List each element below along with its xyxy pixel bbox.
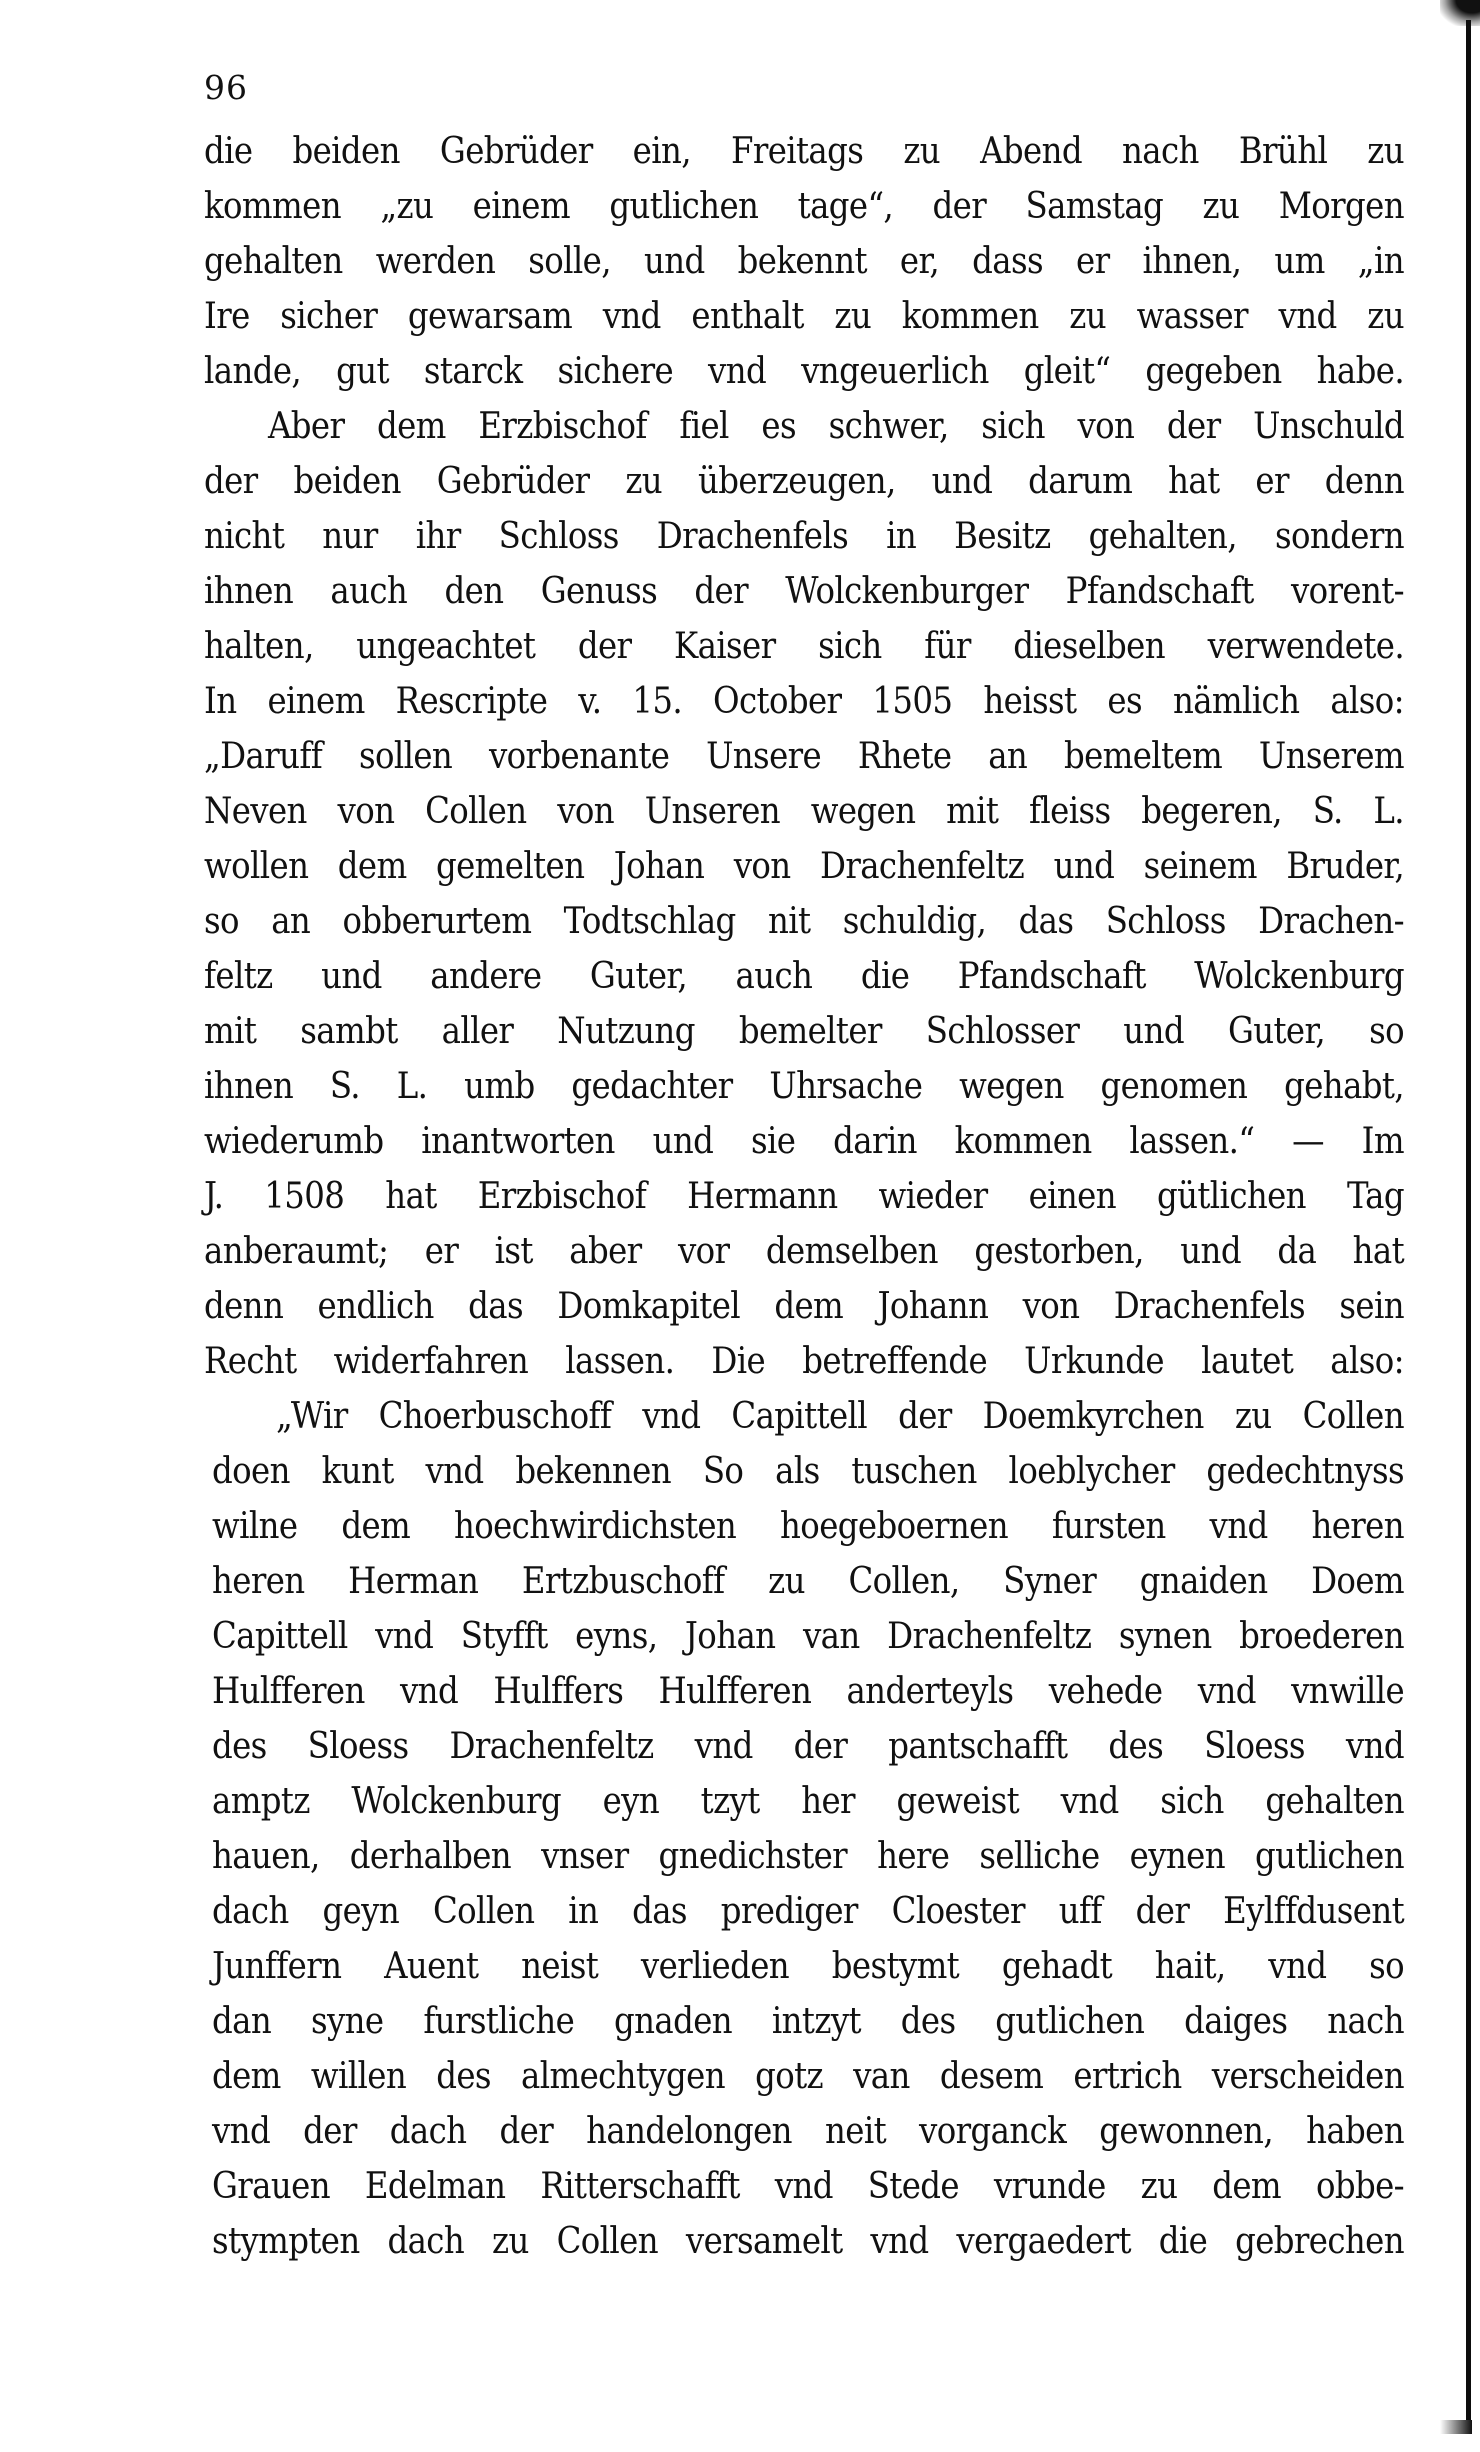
text-line: „Wir Choerbuschoff vnd Capittell der Doemkyrchen zu Collen: [276, 1396, 1404, 1437]
text-line: Hulfferen vnd Hulffers Hulfferen anderteyls vehede vnd vnwille: [212, 1671, 1404, 1712]
text-line: halten, ungeachtet der Kaiser sich für dieselben verwendete.: [204, 626, 1404, 667]
text-line: heren Herman Ertzbuschoff zu Collen, Syner gnaiden Doem: [212, 1561, 1404, 1602]
text-line: wiederumb inantworten und sie darin kommen lassen.“ — Im: [204, 1121, 1404, 1162]
text-line: des Sloess Drachenfeltz vnd der pantschafft des Sloess vnd: [212, 1726, 1404, 1767]
text-line: dem willen des almechtygen gotz van desem ertrich verscheiden: [212, 2056, 1404, 2097]
binding-shadow-bottom: [1440, 2420, 1472, 2434]
text-line: lande, gut starck sichere vnd vngeuerlich gleit“ gegeben habe.: [204, 351, 1404, 392]
text-line: dan syne furstliche gnaden intzyt des gutlichen daiges nach: [212, 2001, 1404, 2042]
text-line: gehalten werden solle, und bekennt er, dass er ihnen, um „in: [204, 241, 1404, 282]
paragraph-3-document-quote: [204, 1389, 1404, 2269]
text-line: ihnen S. L. umb gedachter Uhrsache wegen genomen gehabt,: [204, 1066, 1404, 1107]
text-line: Capittell vnd Styfft eyns, Johan van Drachenfeltz synen broederen: [212, 1616, 1404, 1657]
text-line: amptz Wolckenburg eyn tzyt her geweist vnd sich gehalten: [212, 1781, 1404, 1822]
paragraph-2: [204, 399, 1404, 1389]
text-line: der beiden Gebrüder zu überzeugen, und darum hat er denn: [204, 461, 1404, 502]
paragraph-1: [204, 124, 1404, 399]
body-text: [204, 124, 1404, 2269]
text-line: stympten dach zu Collen versamelt vnd vergaedert die gebrechen: [212, 2221, 1404, 2262]
text-line: wollen dem gemelten Johan von Drachenfeltz und seinem Bruder,: [204, 846, 1404, 887]
text-line: kommen „zu einem gutlichen tage“, der Samstag zu Morgen: [204, 186, 1404, 227]
text-line: Junffern Auent neist verlieden bestymt gehadt hait, vnd so: [212, 1946, 1404, 1987]
text-line: nicht nur ihr Schloss Drachenfels in Besitz gehalten, sondern: [204, 516, 1404, 557]
page-binding-edge: [1466, 20, 1471, 2420]
text-line: dach geyn Collen in das prediger Cloester uff der Eylffdusent: [212, 1891, 1404, 1932]
text-line: Aber dem Erzbischof fiel es schwer, sich von der Unschuld: [268, 406, 1404, 447]
text-line: so an obberurtem Todtschlag nit schuldig, das Schloss Drachen-: [204, 901, 1404, 942]
text-line: „Daruff sollen vorbenante Unsere Rhete an bemeltem Unserem: [204, 736, 1404, 777]
text-line: mit sambt aller Nutzung bemelter Schlosser und Guter, so: [204, 1011, 1404, 1052]
text-line: J. 1508 hat Erzbischof Hermann wieder einen gütlichen Tag: [204, 1176, 1404, 1217]
binding-shadow-top: [1440, 0, 1480, 26]
text-line: wilne dem hoechwirdichsten hoegeboernen fursten vnd heren: [212, 1506, 1404, 1547]
text-line: vnd der dach der handelongen neit vorganck gewonnen, haben: [212, 2111, 1404, 2152]
text-line: Neven von Collen von Unseren wegen mit fleiss begeren, S. L.: [204, 791, 1404, 832]
text-line: Grauen Edelman Ritterschafft vnd Stede vrunde zu dem obbe-: [212, 2166, 1404, 2207]
text-line: hauen, derhalben vnser gnedichster here selliche eynen gutlichen: [212, 1836, 1404, 1877]
text-line: doen kunt vnd bekennen So als tuschen loeblycher gedechtnyss: [212, 1451, 1404, 1492]
text-line: denn endlich das Domkapitel dem Johann von Drachenfels sein: [204, 1286, 1404, 1327]
text-line: anberaumt; er ist aber vor demselben gestorben, und da hat: [204, 1231, 1404, 1272]
text-line: In einem Rescripte v. 15. October 1505 heisst es nämlich also:: [204, 681, 1404, 722]
text-line: die beiden Gebrüder ein, Freitags zu Abend nach Brühl zu: [204, 131, 1404, 172]
text-line: Recht widerfahren lassen. Die betreffende Urkunde lautet also:: [204, 1341, 1404, 1382]
text-line: Ire sicher gewarsam vnd enthalt zu kommen zu wasser vnd zu: [204, 296, 1404, 337]
page-number: 96: [204, 68, 248, 107]
text-line: ihnen auch den Genuss der Wolckenburger Pfandschaft vorent-: [204, 571, 1404, 612]
text-line: feltz und andere Guter, auch die Pfandschaft Wolckenburg: [204, 956, 1404, 997]
